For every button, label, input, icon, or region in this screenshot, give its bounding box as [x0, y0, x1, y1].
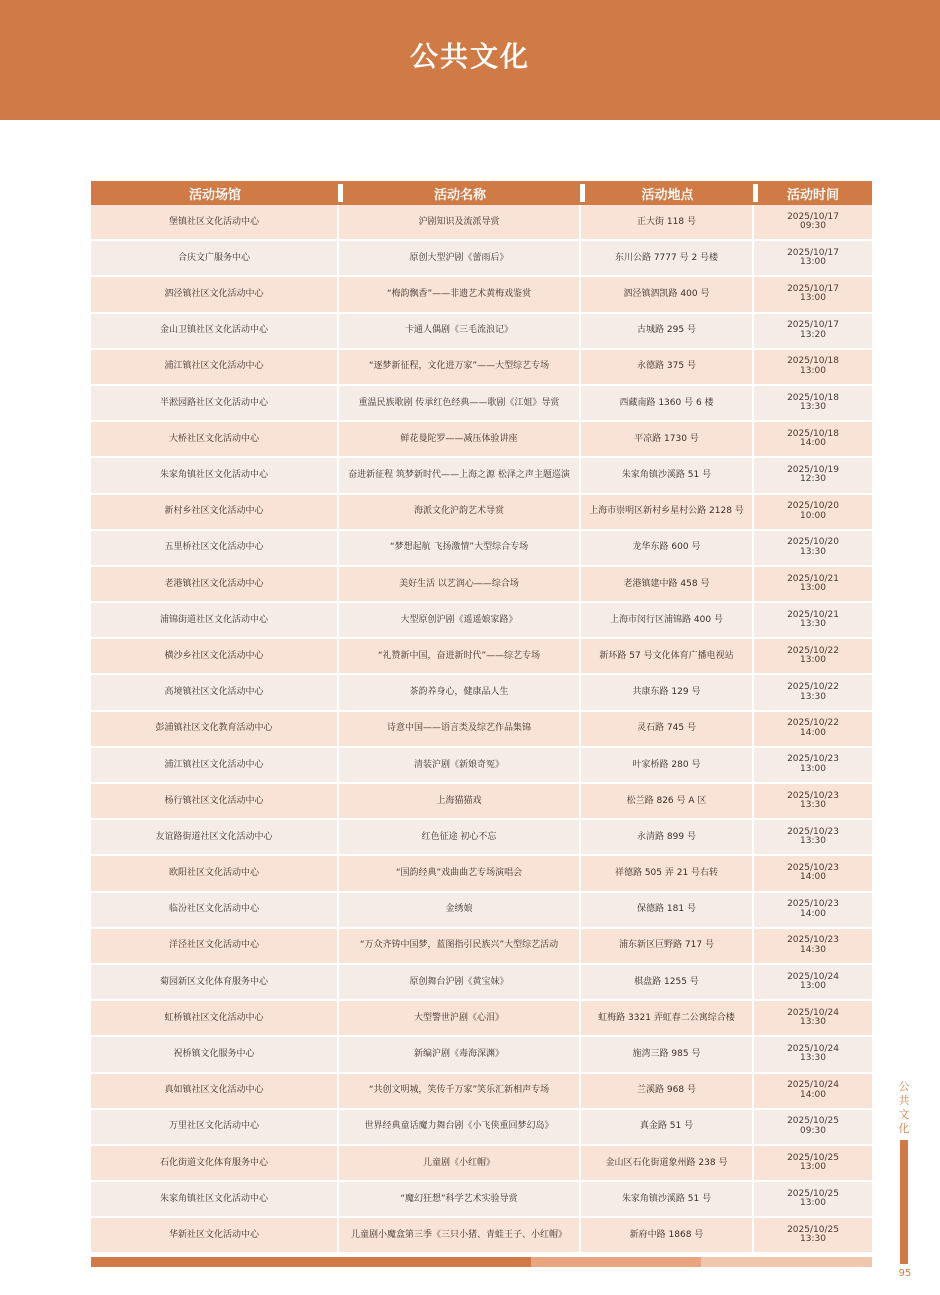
event-name-cell: “礼赞新中国，奋进新时代”——综艺专场	[339, 639, 581, 675]
table-row	[91, 929, 872, 965]
column-header-name: 活动名称	[339, 181, 581, 205]
venue-cell: 朱家角镇社区文化活动中心	[91, 1182, 339, 1218]
event-date: 2025/10/17	[787, 247, 839, 258]
time-cell	[754, 675, 872, 711]
event-name-cell: 美好生活 以艺润心——综合场	[339, 567, 581, 603]
event-name-cell: 重温民族歌剧 传承红色经典——歌剧《江姐》导赏	[339, 386, 581, 422]
event-name-cell: 原创舞台沪剧《黄宝妹》	[339, 965, 581, 1001]
event-name-cell: 儿童剧《小红帽》	[339, 1146, 581, 1182]
venue-cell: 欧阳社区文化活动中心	[91, 856, 339, 892]
place-cell: 朱家角镇沙溪路 51 号	[581, 1182, 754, 1218]
event-date: 2025/10/24	[787, 1080, 839, 1091]
time-cell	[754, 893, 872, 929]
place-cell: 共康东路 129 号	[581, 675, 754, 711]
place-cell: 松兰路 826 号 A 区	[581, 784, 754, 820]
place-cell: 上海市崇明区新村乡星村公路 2128 号	[581, 495, 754, 531]
footer-bar-segment	[91, 1257, 531, 1267]
event-name-cell: 金绣娘	[339, 893, 581, 929]
footer-color-bar	[91, 1257, 872, 1267]
venue-cell: 杨行镇社区文化活动中心	[91, 784, 339, 820]
place-cell: 新府中路 1868 号	[581, 1218, 754, 1254]
event-date: 2025/10/24	[787, 971, 839, 982]
place-cell: 虹梅路 3321 弄虹春二公寓综合楼	[581, 1001, 754, 1037]
events-table	[91, 181, 872, 1254]
event-time: 09:30	[800, 221, 826, 232]
venue-cell: 临汾社区文化活动中心	[91, 893, 339, 929]
place-cell: 上海市闵行区浦锦路 400 号	[581, 603, 754, 639]
event-date: 2025/10/18	[787, 392, 839, 403]
event-time: 13:30	[800, 402, 826, 413]
place-cell: 祥德路 505 弄 21 号右转	[581, 856, 754, 892]
event-time: 13:30	[800, 1234, 826, 1245]
place-cell: 灵石路 745 号	[581, 712, 754, 748]
column-header-venue: 活动场馆	[91, 181, 339, 205]
table-row	[91, 350, 872, 386]
event-name-cell: 茶韵养身心，健康品人生	[339, 675, 581, 711]
place-cell: 真金路 51 号	[581, 1110, 754, 1146]
place-cell: 古城路 295 号	[581, 314, 754, 350]
event-date: 2025/10/24	[787, 1043, 839, 1054]
event-date: 2025/10/23	[787, 754, 839, 765]
event-name-cell: 世界经典童话魔力舞台剧《小飞侠重回梦幻岛》	[339, 1110, 581, 1146]
venue-cell: 大桥社区文化活动中心	[91, 422, 339, 458]
event-name-cell: 清装沪剧《新娘奇冤》	[339, 748, 581, 784]
time-cell	[754, 458, 872, 494]
event-date: 2025/10/25	[787, 1152, 839, 1163]
event-date: 2025/10/25	[787, 1224, 839, 1235]
venue-cell: 友谊路街道社区文化活动中心	[91, 820, 339, 856]
event-name-cell: 卡通人偶剧《三毛流浪记》	[339, 314, 581, 350]
place-cell: 朱家角镇沙溪路 51 号	[581, 458, 754, 494]
page-title: 公共文化	[409, 40, 530, 73]
footer-bar-segment	[531, 1257, 701, 1267]
time-cell	[754, 422, 872, 458]
time-cell	[754, 1110, 872, 1146]
venue-cell: 万里社区文化活动中心	[91, 1110, 339, 1146]
place-cell: 叶家桥路 280 号	[581, 748, 754, 784]
event-date: 2025/10/17	[787, 284, 839, 295]
time-cell	[754, 205, 872, 241]
table-row	[91, 603, 872, 639]
table-row	[91, 820, 872, 856]
event-time: 14:00	[800, 908, 826, 919]
event-date: 2025/10/20	[787, 537, 839, 548]
time-cell	[754, 1182, 872, 1218]
time-cell	[754, 1001, 872, 1037]
event-date: 2025/10/22	[787, 718, 839, 729]
table-row	[91, 1037, 872, 1073]
table-row	[91, 893, 872, 929]
page-number: 95	[898, 1268, 912, 1279]
event-name-cell: “逐梦新征程，文化进万家”——大型综艺专场	[339, 350, 581, 386]
event-date: 2025/10/23	[787, 790, 839, 801]
time-cell	[754, 567, 872, 603]
place-cell: 棋盘路 1255 号	[581, 965, 754, 1001]
event-name-cell: 新编沪剧《毒海深渊》	[339, 1037, 581, 1073]
column-header-time: 活动时间	[754, 181, 872, 205]
time-cell	[754, 241, 872, 277]
venue-cell: 石化街道文化体育服务中心	[91, 1146, 339, 1182]
event-date: 2025/10/24	[787, 1007, 839, 1018]
event-date: 2025/10/18	[787, 428, 839, 439]
venue-cell: 高境镇社区文化活动中心	[91, 675, 339, 711]
event-name-cell: “梦想起航 飞扬激情”大型综合专场	[339, 531, 581, 567]
event-date: 2025/10/19	[787, 464, 839, 475]
event-name-cell: 沪剧知识及流派导赏	[339, 205, 581, 241]
event-name-cell: 大型警世沪剧《心泪》	[339, 1001, 581, 1037]
place-cell: 永德路 375 号	[581, 350, 754, 386]
event-time: 10:00	[800, 510, 826, 521]
table-row	[91, 856, 872, 892]
event-time: 14:00	[800, 727, 826, 738]
event-date: 2025/10/22	[787, 645, 839, 656]
time-cell	[754, 639, 872, 675]
place-cell: 新环路 57 号文化体育广播电视站	[581, 639, 754, 675]
event-time: 13:30	[800, 691, 826, 702]
table-row	[91, 241, 872, 277]
column-header-place: 活动地点	[581, 181, 754, 205]
event-time: 13:00	[800, 981, 826, 992]
event-name-cell: 奋进新征程 筑梦新时代——上海之源 松泽之声主题巡演	[339, 458, 581, 494]
event-time: 09:30	[800, 1125, 826, 1136]
event-name-cell: “魔幻狂想”科学艺术实验导赏	[339, 1182, 581, 1218]
venue-cell: 真如镇社区文化活动中心	[91, 1074, 339, 1110]
table-header-row	[91, 181, 872, 205]
venue-cell: 堡镇社区文化活动中心	[91, 205, 339, 241]
venue-cell: 华新社区文化活动中心	[91, 1218, 339, 1254]
venue-cell: 横沙乡社区文化活动中心	[91, 639, 339, 675]
event-date: 2025/10/23	[787, 826, 839, 837]
event-time: 13:20	[800, 329, 826, 340]
time-cell	[754, 1037, 872, 1073]
time-cell	[754, 965, 872, 1001]
venue-cell: 合庆文广服务中心	[91, 241, 339, 277]
table-row	[91, 1001, 872, 1037]
events-table-container	[91, 181, 872, 1254]
event-name-cell: 海派文化沪韵艺术导赏	[339, 495, 581, 531]
event-time: 14:00	[800, 438, 826, 449]
event-name-cell: 大型原创沪剧《遥遥娘家路》	[339, 603, 581, 639]
venue-cell: 五里桥社区文化活动中心	[91, 531, 339, 567]
side-accent-bar	[900, 1140, 908, 1264]
place-cell: 保德路 181 号	[581, 893, 754, 929]
event-name-cell: “梅韵飘香”——非遗艺术黄梅戏鉴赏	[339, 277, 581, 313]
table-row	[91, 675, 872, 711]
place-cell: 西藏南路 1360 号 6 楼	[581, 386, 754, 422]
event-date: 2025/10/21	[787, 573, 839, 584]
event-name-cell: “共创文明城，笑传千万家”笑乐汇新相声专场	[339, 1074, 581, 1110]
event-name-cell: 上海猫猫戏	[339, 784, 581, 820]
event-time: 14:00	[800, 1089, 826, 1100]
time-cell	[754, 1218, 872, 1254]
event-date: 2025/10/17	[787, 320, 839, 331]
time-cell	[754, 277, 872, 313]
event-time: 14:00	[800, 872, 826, 883]
table-row	[91, 422, 872, 458]
event-time: 13:00	[800, 293, 826, 304]
table-row	[91, 1074, 872, 1110]
event-time: 13:30	[800, 836, 826, 847]
header-banner	[0, 0, 940, 120]
table-row	[91, 1182, 872, 1218]
time-cell	[754, 929, 872, 965]
event-date: 2025/10/23	[787, 863, 839, 874]
time-cell	[754, 386, 872, 422]
venue-cell: 金山卫镇社区文化活动中心	[91, 314, 339, 350]
event-date: 2025/10/23	[787, 899, 839, 910]
venue-cell: 洋泾社区文化活动中心	[91, 929, 339, 965]
event-time: 13:30	[800, 619, 826, 630]
event-date: 2025/10/22	[787, 682, 839, 693]
event-date: 2025/10/25	[787, 1188, 839, 1199]
table-row	[91, 567, 872, 603]
table-row	[91, 965, 872, 1001]
table-row	[91, 1146, 872, 1182]
venue-cell: 浦锦街道社区文化活动中心	[91, 603, 339, 639]
side-section-label: 公共文化	[898, 1080, 910, 1135]
event-date: 2025/10/17	[787, 211, 839, 222]
time-cell	[754, 856, 872, 892]
time-cell	[754, 1146, 872, 1182]
event-name-cell: “国韵经典”戏曲曲艺专场演唱会	[339, 856, 581, 892]
event-name-cell: 红色征途 初心不忘	[339, 820, 581, 856]
event-time: 12:30	[800, 474, 826, 485]
table-row	[91, 458, 872, 494]
event-time: 13:30	[800, 546, 826, 557]
event-date: 2025/10/20	[787, 501, 839, 512]
event-date: 2025/10/23	[787, 935, 839, 946]
event-name-cell: 儿童剧小魔盒第三季《三只小猪、青蛙王子、小红帽》	[339, 1218, 581, 1254]
place-cell: 东川公路 7777 号 2 号楼	[581, 241, 754, 277]
footer-bar-segment	[701, 1257, 872, 1267]
venue-cell: 半淞园路社区文化活动中心	[91, 386, 339, 422]
event-date: 2025/10/18	[787, 356, 839, 367]
place-cell: 正大街 118 号	[581, 205, 754, 241]
event-name-cell: 诗意中国——语言类及综艺作品集锦	[339, 712, 581, 748]
event-time: 13:00	[800, 655, 826, 666]
time-cell	[754, 314, 872, 350]
venue-cell: 彭浦镇社区文化教育活动中心	[91, 712, 339, 748]
time-cell	[754, 784, 872, 820]
place-cell: 金山区石化街道象州路 238 号	[581, 1146, 754, 1182]
place-cell: 施湾三路 985 号	[581, 1037, 754, 1073]
event-name-cell: “万众齐铸中国梦，蓝图指引民族兴”大型综艺活动	[339, 929, 581, 965]
place-cell: 永清路 899 号	[581, 820, 754, 856]
event-time: 13:30	[800, 800, 826, 811]
table-row	[91, 1218, 872, 1254]
venue-cell: 浦江镇社区文化活动中心	[91, 748, 339, 784]
table-row	[91, 1110, 872, 1146]
venue-cell: 新村乡社区文化活动中心	[91, 495, 339, 531]
table-row	[91, 495, 872, 531]
table-row	[91, 531, 872, 567]
time-cell	[754, 495, 872, 531]
time-cell	[754, 820, 872, 856]
table-row	[91, 277, 872, 313]
event-time: 13:00	[800, 763, 826, 774]
place-cell: 龙华东路 600 号	[581, 531, 754, 567]
time-cell	[754, 712, 872, 748]
venue-cell: 老港镇社区文化活动中心	[91, 567, 339, 603]
time-cell	[754, 1074, 872, 1110]
place-cell: 老港镇建中路 458 号	[581, 567, 754, 603]
table-row	[91, 314, 872, 350]
event-name-cell: 原创大型沪剧《蕾雨后》	[339, 241, 581, 277]
event-time: 14:30	[800, 944, 826, 955]
table-body	[91, 205, 872, 1254]
time-cell	[754, 603, 872, 639]
place-cell: 泗泾镇泗凯路 400 号	[581, 277, 754, 313]
event-time: 13:30	[800, 1053, 826, 1064]
event-name-cell: 鲜花曼陀罗——减压体验讲座	[339, 422, 581, 458]
event-time: 13:30	[800, 1017, 826, 1028]
time-cell	[754, 748, 872, 784]
table-row	[91, 205, 872, 241]
venue-cell: 祝桥镇文化服务中心	[91, 1037, 339, 1073]
place-cell: 兰溪路 968 号	[581, 1074, 754, 1110]
event-time: 13:00	[800, 1198, 826, 1209]
time-cell	[754, 531, 872, 567]
place-cell: 平凉路 1730 号	[581, 422, 754, 458]
venue-cell: 虹桥镇社区文化活动中心	[91, 1001, 339, 1037]
table-row	[91, 784, 872, 820]
event-time: 13:00	[800, 1161, 826, 1172]
place-cell: 浦东新区巨野路 717 号	[581, 929, 754, 965]
event-date: 2025/10/25	[787, 1116, 839, 1127]
table-row	[91, 748, 872, 784]
event-time: 13:00	[800, 257, 826, 268]
table-row	[91, 386, 872, 422]
time-cell	[754, 350, 872, 386]
venue-cell: 浦江镇社区文化活动中心	[91, 350, 339, 386]
event-time: 13:00	[800, 582, 826, 593]
venue-cell: 菊园新区文化体育服务中心	[91, 965, 339, 1001]
venue-cell: 泗泾镇社区文化活动中心	[91, 277, 339, 313]
table-row	[91, 639, 872, 675]
event-time: 13:00	[800, 365, 826, 376]
event-date: 2025/10/21	[787, 609, 839, 620]
venue-cell: 朱家角镇社区文化活动中心	[91, 458, 339, 494]
table-row	[91, 712, 872, 748]
